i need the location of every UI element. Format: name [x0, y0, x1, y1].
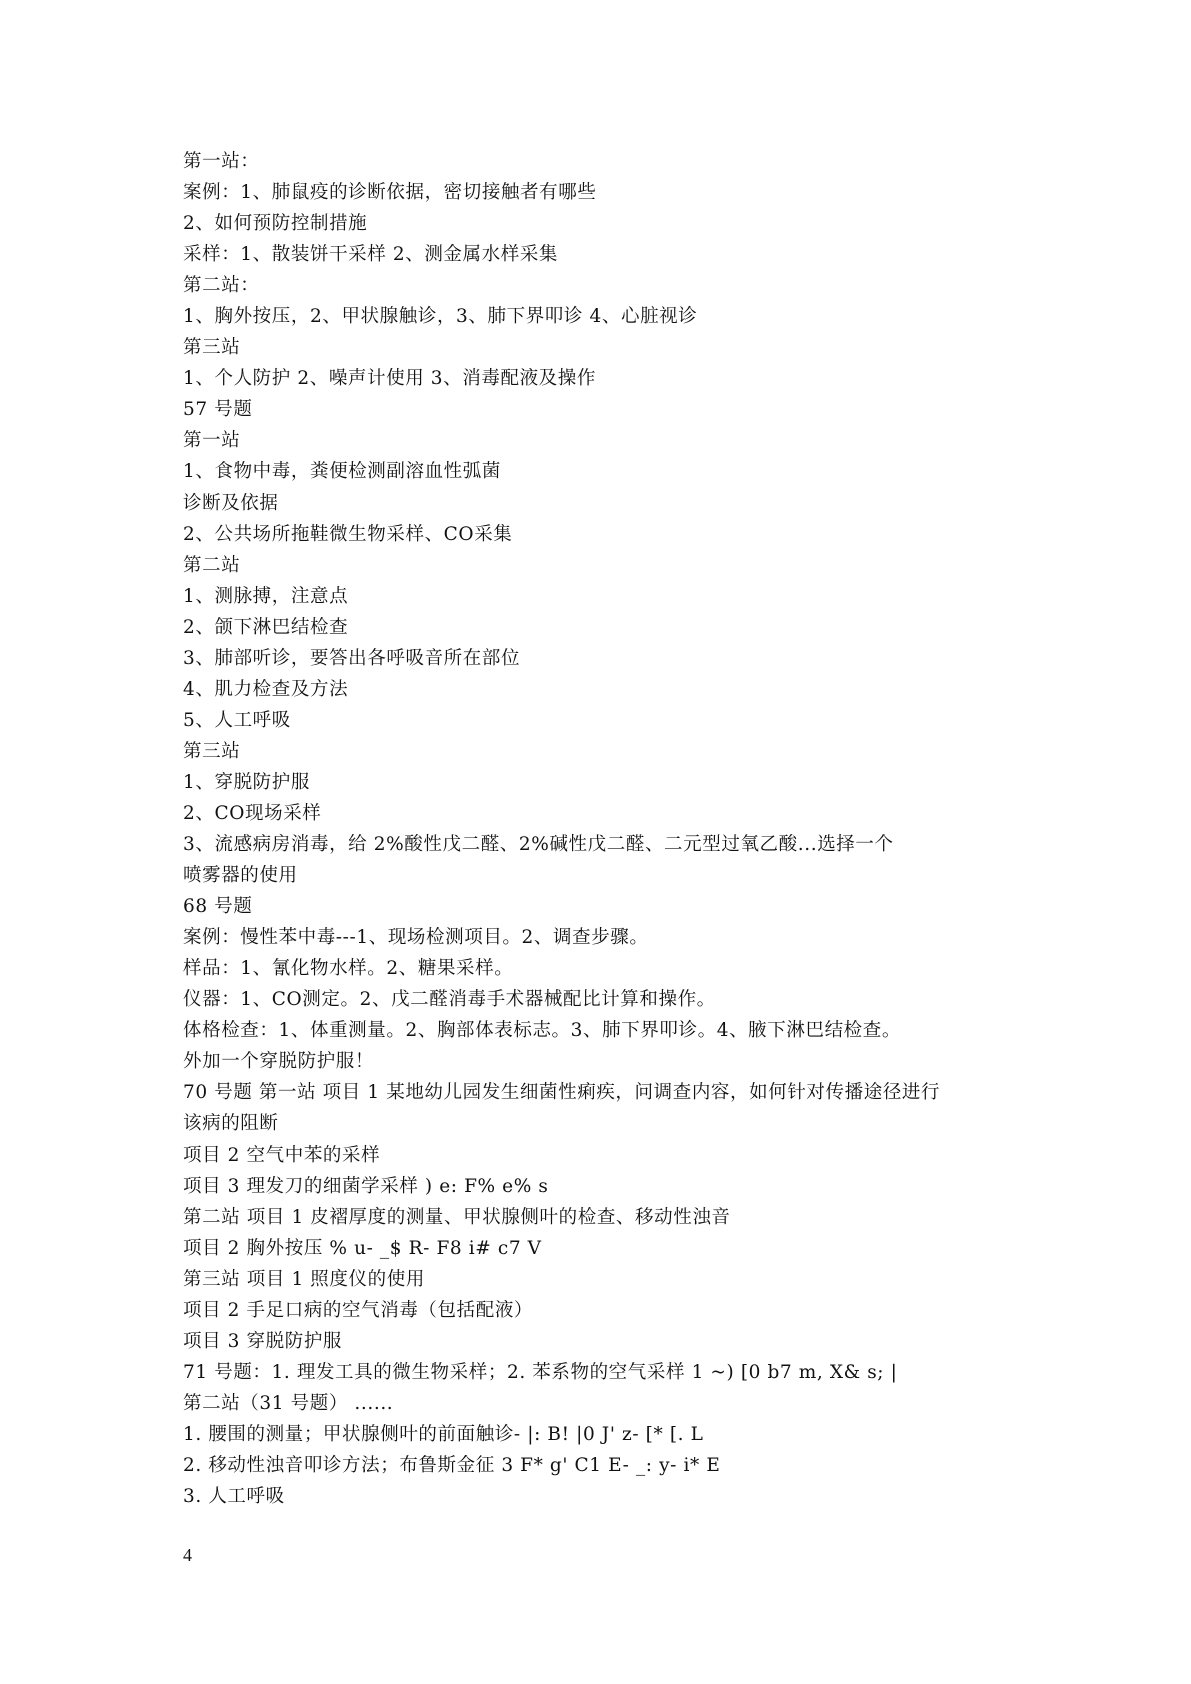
text-line: 第二站	[183, 554, 241, 576]
text-line: 第一站：	[183, 151, 260, 172]
text-line: 3. 人工呼吸	[183, 1486, 285, 1508]
text-line: 4、肌力检查及方法	[183, 678, 349, 700]
text-line: 项目 2 空气中苯的采样	[183, 1144, 381, 1166]
text-line: 第二站 项目 1 皮褶厚度的测量、甲状腺侧叶的检查、移动性浊音	[183, 1206, 731, 1228]
text-line: 喷雾器的使用	[183, 865, 298, 887]
text-line: 2. 移动性浊音叩诊方法；布鲁斯金征 3 F* g' C1 E- _: y- i* E	[183, 1454, 721, 1476]
page-number: 4	[183, 1545, 192, 1565]
text-line: 70 号题 第一站 项目 1 某地幼儿园发生细菌性痢疾，问调查内容，如何针对传播途径进行	[183, 1082, 941, 1104]
text-line: 1、测脉搏，注意点	[183, 585, 349, 607]
text-line: 1、个人防护 2、噪声计使用 3、消毒配液及操作	[183, 368, 596, 390]
text-line: 项目 3 穿脱防护服	[183, 1330, 343, 1352]
text-line: 第三站	[183, 337, 241, 359]
text-line: 71 号题：1. 理发工具的微生物采样；2. 苯系物的空气采样 1 ~) [0 b7 m, X& s; |	[183, 1361, 898, 1383]
text-line: 1、胸外按压，2、甲状腺触诊，3、肺下界叩诊 4、心脏视诊	[183, 306, 698, 328]
text-line: 样品：1、氰化物水样。2、糖果采样。	[183, 958, 514, 980]
text-line: 外加一个穿脱防护服！	[183, 1051, 375, 1073]
text-line: 2、颌下淋巴结检查	[183, 616, 349, 638]
text-line: 2、如何预防控制措施	[183, 213, 368, 235]
text-line: 第一站	[183, 430, 241, 452]
text-line: 案例：慢性苯中毒---1、现场检测项目。2、调查步骤。	[183, 927, 649, 949]
text-line: 诊断及依据	[183, 492, 279, 514]
text-line: 3、肺部听诊，要答出各呼吸音所在部位	[183, 647, 521, 669]
text-line: 5、人工呼吸	[183, 709, 291, 731]
text-line: 第二站（31 号题） ......	[183, 1392, 394, 1414]
text-line: 1、食物中毒，粪便检测副溶血性弧菌	[183, 461, 501, 483]
text-line: 第三站 项目 1 照度仪的使用	[183, 1268, 425, 1290]
text-line: 体格检查：1、体重测量。2、胸部体表标志。3、肺下界叩诊。4、腋下淋巴结检查。	[183, 1020, 901, 1042]
text-line: 3、流感病房消毒，给 2%酸性戊二醛、2%碱性戊二醛、二元型过氧乙酸...选择一个	[183, 834, 894, 856]
text-line: 第三站	[183, 740, 241, 762]
text-line: 仪器：1、CO测定。2、戊二醛消毒手术器械配比计算和操作。	[183, 989, 716, 1011]
text-line: 项目 2 胸外按压 % u- _$ R- F8 i# c7 V	[183, 1237, 542, 1259]
text-line: 1、穿脱防护服	[183, 771, 310, 793]
text-line: 采样：1、散装饼干采样 2、测金属水样采集	[183, 244, 559, 266]
text-line: 项目 2 手足口病的空气消毒（包括配液）	[183, 1299, 534, 1321]
text-line: 57 号题	[183, 399, 253, 421]
text-line: 案例：1、肺鼠疫的诊断依据，密切接触者有哪些	[183, 182, 597, 204]
text-line: 2、CO现场采样	[183, 802, 322, 824]
text-line: 2、公共场所拖鞋微生物采样、CO采集	[183, 523, 513, 545]
text-line: 该病的阻断	[183, 1113, 279, 1135]
text-line: 项目 3 理发刀的细菌学采样 ) e: F% e% s	[183, 1175, 549, 1197]
document-body	[183, 146, 1043, 1512]
text-line: 第二站：	[183, 275, 260, 297]
text-line: 68 号题	[183, 896, 253, 918]
text-line: 1. 腰围的测量；甲状腺侧叶的前面触诊- |: B! |0 J' z- [* [. L	[183, 1423, 704, 1445]
